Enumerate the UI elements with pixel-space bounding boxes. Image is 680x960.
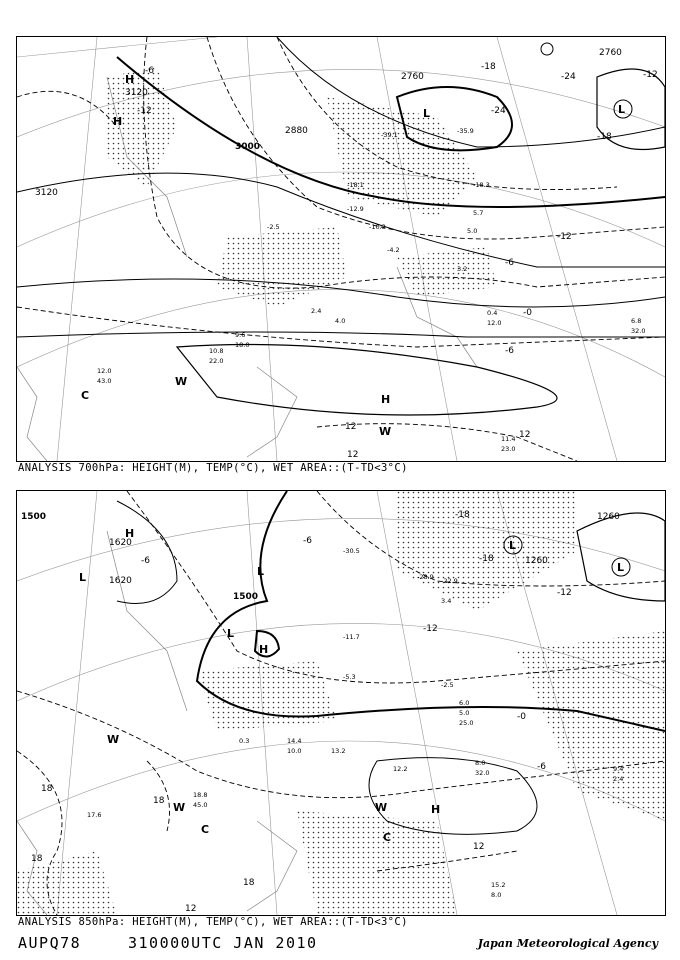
svg-text:L: L — [618, 103, 626, 116]
svg-text:-18: -18 — [455, 510, 470, 520]
svg-text:-12: -12 — [137, 106, 152, 116]
svg-text:W: W — [173, 801, 186, 814]
svg-text:5.0: 5.0 — [459, 709, 470, 717]
svg-text:1500: 1500 — [21, 512, 47, 522]
svg-text:L: L — [257, 565, 265, 578]
svg-text:12: 12 — [185, 904, 197, 914]
analysis-map-700hpa — [16, 36, 666, 462]
svg-text:11.4: 11.4 — [501, 435, 516, 443]
svg-text:-24: -24 — [561, 72, 576, 82]
svg-text:1260: 1260 — [597, 512, 620, 522]
svg-text:0.3: 0.3 — [239, 737, 250, 745]
svg-text:22.0: 22.0 — [209, 357, 224, 365]
svg-text:-24: -24 — [491, 106, 506, 116]
svg-text:1260: 1260 — [525, 556, 548, 566]
svg-text:3120: 3120 — [125, 88, 148, 98]
svg-text:W: W — [107, 733, 120, 746]
svg-text:-18.3: -18.3 — [473, 181, 490, 189]
svg-text:5.0: 5.0 — [467, 227, 478, 235]
svg-text:-18: -18 — [481, 62, 496, 72]
svg-text:9.4: 9.4 — [613, 765, 624, 773]
svg-text:H: H — [113, 115, 123, 128]
svg-text:L: L — [509, 539, 517, 552]
svg-text:-28.9: -28.9 — [417, 573, 434, 581]
svg-text:14.4: 14.4 — [287, 737, 302, 745]
svg-text:-6: -6 — [145, 66, 154, 76]
svg-text:10.8: 10.8 — [209, 347, 224, 355]
svg-text:-5.3: -5.3 — [343, 673, 356, 681]
svg-text:-39.1: -39.1 — [381, 131, 398, 139]
svg-text:2.4: 2.4 — [311, 307, 322, 315]
map-700hpa-canvas — [17, 37, 665, 461]
svg-text:-6: -6 — [505, 258, 514, 268]
svg-text:3000: 3000 — [235, 142, 261, 152]
svg-text:18: 18 — [243, 878, 255, 888]
svg-text:18.0: 18.0 — [235, 341, 250, 349]
svg-text:3.2: 3.2 — [457, 265, 468, 273]
svg-text:12: 12 — [345, 422, 357, 432]
svg-text:13.2: 13.2 — [331, 747, 346, 755]
svg-text:-6: -6 — [303, 536, 312, 546]
svg-text:H: H — [381, 393, 391, 406]
svg-text:H: H — [259, 643, 269, 656]
svg-text:25.0: 25.0 — [459, 719, 474, 727]
svg-text:-12: -12 — [557, 588, 572, 598]
agency-name: Japan Meteorological Agency — [477, 937, 658, 950]
svg-text:12.2: 12.2 — [393, 765, 408, 773]
wet-area — [17, 491, 665, 915]
svg-text:8.0: 8.0 — [475, 759, 486, 767]
svg-text:W: W — [379, 425, 392, 438]
svg-text:L: L — [227, 627, 235, 640]
svg-text:-18: -18 — [479, 554, 494, 564]
svg-text:1500: 1500 — [233, 592, 259, 602]
svg-text:2760: 2760 — [599, 48, 622, 58]
svg-text:H: H — [431, 803, 441, 816]
svg-text:C: C — [383, 831, 392, 844]
svg-text:-12: -12 — [557, 232, 572, 242]
svg-text:-4.2: -4.2 — [387, 246, 400, 254]
svg-text:32.0: 32.0 — [631, 327, 646, 335]
svg-text:-18.1: -18.1 — [347, 181, 364, 189]
svg-text:2760: 2760 — [401, 72, 424, 82]
svg-text:6.8: 6.8 — [631, 317, 642, 325]
svg-text:4.0: 4.0 — [335, 317, 346, 325]
analysis-map-850hpa — [16, 490, 666, 916]
svg-text:17.6: 17.6 — [87, 811, 102, 819]
svg-text:-12: -12 — [423, 624, 438, 634]
svg-text:12: 12 — [473, 842, 485, 852]
svg-text:18: 18 — [31, 854, 43, 864]
svg-text:L: L — [423, 107, 431, 120]
svg-text:C: C — [81, 389, 90, 402]
svg-text:-6: -6 — [141, 556, 150, 566]
svg-text:15.2: 15.2 — [491, 881, 506, 889]
caption-850hpa: ANALYSIS 850hPa: HEIGHT(M), TEMP(°C), WET AREA::(T-TD<3°C) — [18, 916, 408, 928]
svg-text:2.4: 2.4 — [613, 775, 624, 783]
map-850hpa-canvas — [17, 491, 665, 915]
svg-text:-0: -0 — [523, 308, 532, 318]
svg-text:L: L — [79, 571, 87, 584]
caption-700hpa: ANALYSIS 700hPa: HEIGHT(M), TEMP(°C), WET AREA::(T-TD<3°C) — [18, 462, 408, 474]
svg-text:2880: 2880 — [285, 126, 308, 136]
svg-text:H: H — [125, 73, 135, 86]
svg-text:18: 18 — [41, 784, 53, 794]
svg-text:-12: -12 — [643, 70, 658, 80]
svg-text:12: 12 — [347, 450, 359, 460]
svg-text:23.0: 23.0 — [501, 445, 516, 453]
svg-text:8.0: 8.0 — [491, 891, 502, 899]
svg-text:32.0: 32.0 — [475, 769, 490, 777]
svg-text:1620: 1620 — [109, 538, 132, 548]
svg-text:12: 12 — [519, 430, 531, 440]
svg-text:12.0: 12.0 — [97, 367, 112, 375]
svg-text:-2.5: -2.5 — [267, 223, 280, 231]
svg-text:-11.7: -11.7 — [343, 633, 360, 641]
bulletin-code: AUPQ78 — [18, 934, 82, 952]
svg-text:-6: -6 — [505, 346, 514, 356]
svg-text:-10.3: -10.3 — [369, 223, 386, 231]
svg-text:W: W — [375, 801, 388, 814]
svg-text:-0: -0 — [517, 712, 526, 722]
svg-text:C: C — [201, 823, 210, 836]
svg-text:0.4: 0.4 — [487, 309, 498, 317]
svg-text:18: 18 — [153, 796, 165, 806]
svg-text:L: L — [617, 561, 625, 574]
svg-text:18.8: 18.8 — [193, 791, 208, 799]
svg-text:-35.9: -35.9 — [457, 127, 474, 135]
svg-text:-6: -6 — [537, 762, 546, 772]
svg-text:3.4: 3.4 — [441, 597, 452, 605]
svg-text:W: W — [175, 375, 188, 388]
svg-text:5.7: 5.7 — [473, 209, 484, 217]
svg-text:43.0: 43.0 — [97, 377, 112, 385]
wet-area — [107, 67, 497, 307]
svg-text:10.0: 10.0 — [287, 747, 302, 755]
svg-text:-30.5: -30.5 — [343, 547, 360, 555]
svg-text:-22.9: -22.9 — [441, 577, 458, 585]
svg-text:-18: -18 — [597, 132, 612, 142]
analysis-time: 310000UTC JAN 2010 — [128, 934, 318, 952]
svg-text:-2.5: -2.5 — [441, 681, 454, 689]
svg-text:3120: 3120 — [35, 188, 58, 198]
svg-text:12.0: 12.0 — [487, 319, 502, 327]
svg-text:6.0: 6.0 — [459, 699, 470, 707]
svg-text:9.6: 9.6 — [235, 331, 246, 339]
svg-text:45.0: 45.0 — [193, 801, 208, 809]
svg-text:-12.9: -12.9 — [347, 205, 364, 213]
svg-text:1620: 1620 — [109, 576, 132, 586]
svg-text:H: H — [125, 527, 135, 540]
